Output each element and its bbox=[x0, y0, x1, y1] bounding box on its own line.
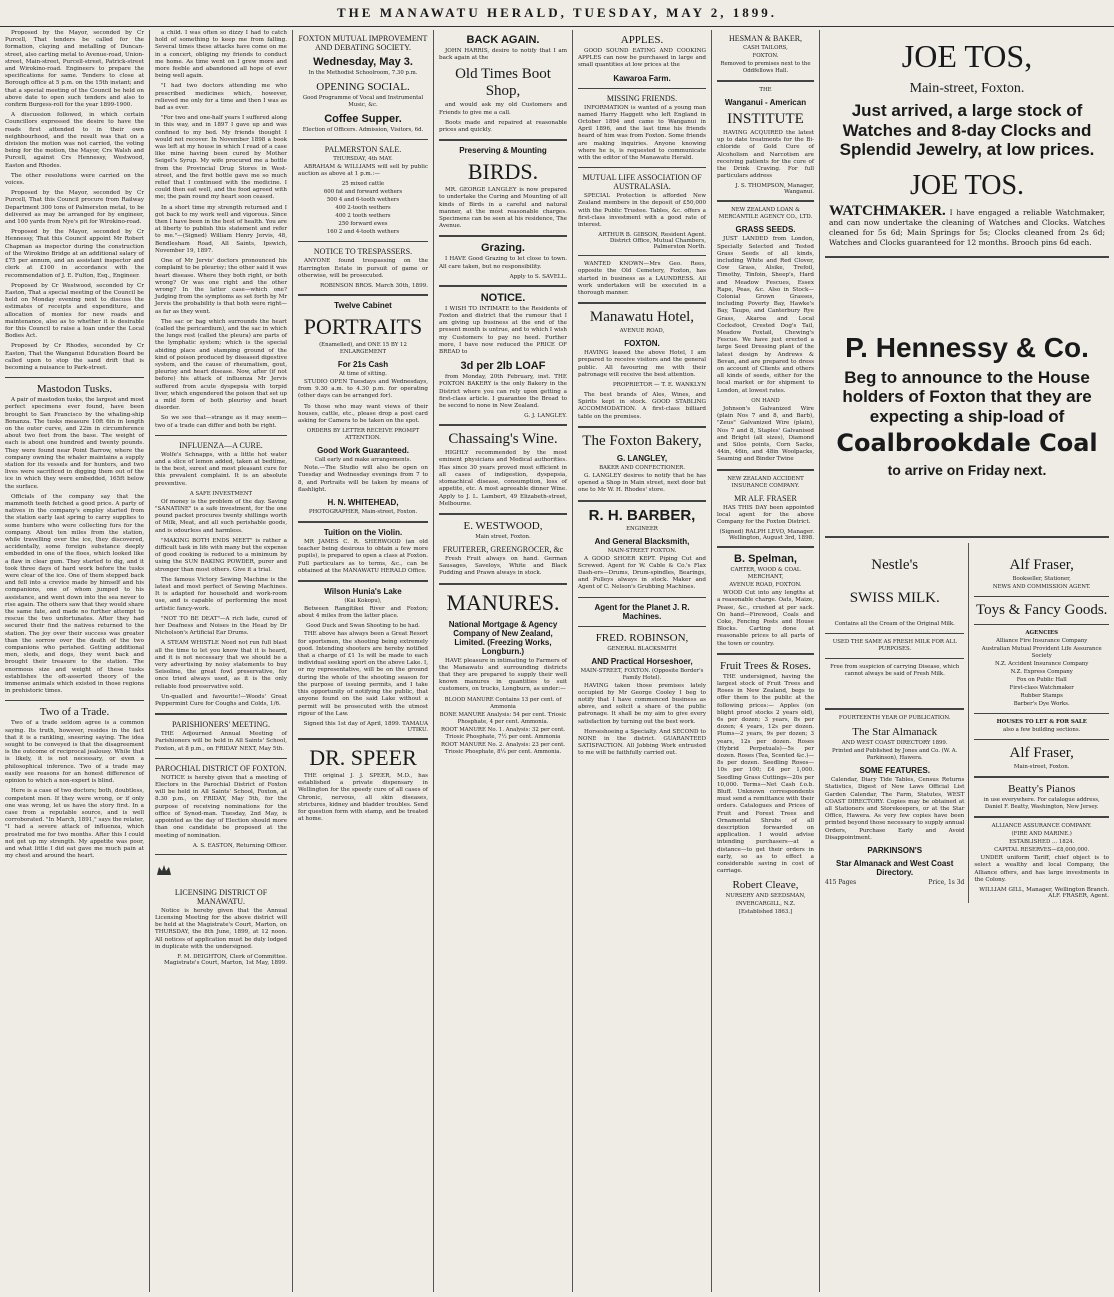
notice-heading: NOTICE. bbox=[480, 291, 526, 304]
tusks-paragraph: Officials of the company say that the mammoth teeth fetched a good price. A party of natives in the company's employ started from the station early last spring to carry supplies to some hunters who were collecting furs for the company. About ten miles from the station, while travelling over the ice, they discovered, accidentally, some foreign substance deeply embedded in one of the floes, which looked like a flaw in clear gum. They started to dig, and it took three days of hard work before the tusks were clear of the ice. One of them stepped back and fell into a crevice made by himself and his companions, one of whom jumped to his assistance, and went down into the sea never to rise again. The others saw that they would share the same fate, and made no further attempt to rescue the two unfortunates. After they had secured their find the natives returned to the station. The joy over their success was greater than the sorrow over the death of the two companions who perished. Getting additional men, sleds, and dogs, they went back and brought their treasure to the station. The enormous size and weight of these tusks establishes the oft-asserted theory of the immense animals which existed in those regions in prehistoric times. bbox=[5, 493, 144, 695]
joe-tos-address: Main-street, Foxton. bbox=[909, 81, 1025, 96]
cure-paragraph: The famous Victory Sewing Machine is the latest and most perfect of Sewing Machines. It is adapted for household and work-room use, and is capable of performing the most artistic fancy-work. bbox=[155, 576, 287, 612]
cure-paragraph: Wolfe's Schnapps, with a little hot water and a slice of lemon added, taken at bedtime, is the best, surest and most pleasant cure for this prevalent complaint. It is an absolute preventive. bbox=[155, 451, 287, 487]
fruit-trees-heading: Fruit Trees & Roses. bbox=[719, 659, 812, 672]
barber-address: MAIN-STREET FOXTON. bbox=[607, 547, 677, 554]
hotel-heading: Manawatu Hotel, bbox=[589, 309, 695, 326]
bakery-sub: BAKER AND CONFECTIONER. bbox=[599, 464, 685, 471]
lake-heading: Wilson Hunia's Lake bbox=[324, 587, 402, 597]
mutual-life-heading: MUTUAL LIFE ASSOCIATION OF AUSTRALASIA. bbox=[582, 173, 702, 192]
notice-text: I WISH TO INTIMATE to the Residents of Foxton and district that the rumour that I am giving up business at the end of the present month is untrue, and to which I wish my Customers to pay no heed. Further more, I have now reduced the PRICE OF BREAD to bbox=[439, 305, 567, 356]
agency-item: N.Z. Express Company bbox=[1010, 669, 1073, 676]
assurance-sub: (FIRE AND MARINE.) bbox=[1011, 831, 1072, 838]
grass-seeds-heading: GRASS SEEDS. bbox=[735, 225, 796, 235]
nestle-ad bbox=[825, 543, 969, 903]
agency-item: Fox on Public Hall bbox=[1016, 677, 1067, 684]
manure-item: BONE MANURE Analysis: 54 per cent. Triosic Phosphate, 4 per cent. Ammonia. bbox=[439, 711, 567, 725]
apples-heading: APPLES. bbox=[620, 34, 664, 46]
alf-fraser-sub: Bookseller, Stationer, bbox=[1012, 576, 1071, 583]
trespassers-heading: NOTICE TO TRESPASSERS. bbox=[313, 247, 413, 257]
speer-text: THE original J. J. SPEER, M.D., has established a private dispensary in Wellington for the speedy cure of all cases of Chronic, nervous, all skin diseases, strictures, kidney and bladder troubles. Send for question form with stamp, and be treated at home. bbox=[298, 772, 428, 823]
robinson-text: Horseshoeing a Specialty. And SECOND to NONE in the district. GUARANTEED SATISFACTION. All Jobbing Work entrusted to me will be faithfully carried out. bbox=[578, 728, 706, 757]
cleave-sub: NURSERY AND SEEDSMAN, bbox=[725, 893, 806, 900]
manure-item: BLOOD MANURE Contains 13 per cent. of Ammonia bbox=[444, 696, 562, 710]
coffee-supper-heading: Coffee Supper. bbox=[324, 113, 402, 125]
column-3 bbox=[293, 30, 434, 1292]
sale-item: 250 forward ewes bbox=[338, 221, 388, 228]
hennessy-heading: P. Hennessy & Co. bbox=[845, 331, 1089, 363]
barber-heading: R. H. BARBER, bbox=[588, 506, 696, 524]
parkinson-price: Price, 1s 3d bbox=[928, 878, 965, 886]
seigel-paragraph: One of Mr Jervis' doctors pronounced his complaint to be pleurisy; the other said it was heart disease. Where they both right, or both wrong? Or was one right and the other wrong? In the latter case—which one? Judging from the symptoms as set forth by Mr Jervis the probability is that both were right—as far as they went. bbox=[155, 258, 287, 315]
portraits-text: To those who may want views of their houses, cattle, etc., please drop a post card asking for Camera to be taken on the spot. bbox=[298, 403, 428, 425]
cure-paragraph: A STEAM WHISTLE Need not run full blast all the time to let you know that it is heard, and it is not necessary that we should be a very advertising by noisy statements to buy Seisoline, the great fowl preservative, for once tried always used, as it is the only reliable food preservative sold. bbox=[155, 640, 287, 690]
barber-sub2: And General Blacksmith, bbox=[594, 536, 690, 546]
nestle-text: Contains all the Cream of the Original Milk. bbox=[834, 621, 955, 628]
birds-title: BIRDS. bbox=[467, 159, 539, 185]
loan-agency-heading: NEW ZEALAND LOAN & MERCANTILE AGENCY CO., LTD. bbox=[718, 207, 813, 221]
agency-item: Australian Mutual Provident Life Assurance Society bbox=[981, 646, 1102, 660]
portraits-guarantee: Good Work Guaranteed. bbox=[317, 446, 409, 456]
institute-pre: THE bbox=[759, 87, 772, 93]
violin-text: MR JAMES C. R. SHERWOOD (an old teacher being desirous to obtain a few more pupils), is prepared to open a class at Foxton. Full particulars as to terms, &c., can be obtained at the MANAWATU HERALD Office. bbox=[298, 539, 428, 574]
missing-text: INFORMATION is wanted of a young man named Harry Haggett who left England in October 1894 and came to Wanganui in April 1896, and the last time his friends heard of him was from Foxton. Some friends are making inquiries. Anyone knowing where he is, is requested to communicate with the editor of the Manawatu Herald. bbox=[578, 104, 706, 162]
portraits-note: Note.—The Studio will also be open on Tuesday and Wednesday evenings from 7 to 8, and Portraits will be taken by means of flashlight. bbox=[298, 465, 428, 493]
institute-text: HAVING ACQUIRED the latest up to date treatments for the Bi-chloride of Gold Cure of Alcoholism and Narcotism are receiving patients for the cure of the Drink Craving. For full particulars address bbox=[717, 130, 814, 180]
manure-item: ROOT MANURE No. 2. Analysis: 23 per cent. Triosic Phosphate, 8¼ per cent. Ammonia. bbox=[441, 741, 565, 755]
column-6 bbox=[712, 30, 820, 1292]
grazing-text: I HAVE Good Grazing to let close to town. All care taken, but no responsibility. bbox=[439, 256, 567, 270]
seigel-paragraph: "For two and one-half years I suffered along in this way, and in 1897 I gave up and was confined to my bed. My friends thought I would not recover. In November 1898 a book was left at my house in which I read of a case like mine having been cured by Mother Seigel's Syrup. My wife procured me a bottle from the Provincial Drug Stores in West-street, and the first bottle gave me so much relief that I continued with the medicine. I could then eat well, and the food agreed with me; the pain round my heart soon ceased. bbox=[155, 115, 287, 201]
planet-heading: Agent for the Planet J. R. Machines. bbox=[594, 602, 690, 621]
spelman-address: AVENUE ROAD, FOXTON. bbox=[729, 582, 802, 589]
wine-text: HIGHLY recommended by the most eminent physicians and Medical authorities. Has since 30 years proved most efficient in all cases of indigestion, dyspepsia, stomachical disease, consumption, loss of appetite, etc. A most agreeable dinner Wine. Apply to J. L. Lambert, 49 Elizabeth-street, Melbourne. bbox=[439, 450, 567, 507]
column-7 bbox=[820, 30, 1114, 1292]
spelman-text: WOOD Cut into any lengths at a reasonable charge. Oats, Maize, Pease, &c., crushed at per sack. On hand—Firewood, Coals and Coke, Fencing Posts and House Blocks. Carting done at reasonable prices to all parts of the town or country. bbox=[717, 590, 814, 647]
alf-fraser-address: Main-street, Foxton. bbox=[1013, 764, 1070, 771]
bread-price: 3d per 2lb LOAF bbox=[460, 360, 546, 373]
council-paragraph: Proposed by the Mayor, seconded by Cr Purcell, That this Council procure from Railway Department 300 tons of Palmerston metal, to be delivered as may be arranged for by engineer, and 100 yards from Nye's pit for Wirokino-road. bbox=[5, 190, 144, 226]
fruit-text: THE undersigned, having the largest stock of Fruit Trees and Roses in New Zealand, begs to offer them to the public at the following prices:— Apples (on blight proof stocks 2 years old), 6s per dozen; 3 years, 8s per dozen; 4 years, 12s per dozen. Plums—2 years, 9s per dozen; 3 years, 12s per dozen. Roses (Hybrid Perpetuals)—5s per dozen. Roses (Tea, Scented &c.)—8s per dozen. Seedling Roses—10s per 100; £4 per 1,000. Seedling Grass Cuttings—20s per 10,000. Terms—Net Cash f.o.b. Bluff. Unknown correspondents must send a remittance with their orders. Catalogues and Prices of Fruit and Forest Trees and Ornamental Shrubs of all description forwarded on application. I would advise intending purchasers—at a distance—to get their orders in early, so as to effect a considerable saving in cost of carriage. bbox=[717, 673, 814, 875]
alf-fraser-sub-2: NEWS AND COMMISSION AGENT. bbox=[992, 584, 1091, 591]
assurance-text: UNDER uniform Tariff, chief object is to select a wealthy and local Company, the Alliance offers, and has large investments in the Colony. bbox=[974, 855, 1109, 883]
sale-date: THURSDAY, 4th MAY. bbox=[333, 156, 393, 162]
bakery-heading: The Foxton Bakery, bbox=[582, 432, 702, 449]
grass-items: Johnson's Galvanized Wire (plain Nos 7 and 8, and Barb), "Zeus" Galvanized Wire (plain), Nos 7 and 8, Staples' Galvanised and Bright (all sizes), Diamond and Silos points, Corn Sacks, 44in, 46in, and 48in Woolpacks, Seaming and Binder Twine bbox=[717, 405, 814, 463]
masthead bbox=[0, 0, 1114, 27]
cleave-address: INVERCARGILL, N.Z. bbox=[735, 901, 796, 908]
agency-item: Alliance Fire Insurance Company bbox=[996, 638, 1088, 645]
council-paragraph: Proposed by the Mayor, seconded by Cr Purcell, That tenders be called for the formation, claying and metalling of Duncan-street, also carting metal to Avenue-road, Union-street, Main-street, Purcell-street, Patrick-street and Wirokino-road. Engineers to prepare the specifications for same. Tenders to close at Borough office at 5 p.m. on the 15th instant; and that a special meeting of the Council be held on above date to open such tenders and also to confirm Burgess-roll for the year 1899-1900. bbox=[5, 30, 144, 109]
mutual-life-signature: ARTHUR B. GIBSON, Resident Agent. District Office, Mutual Chambers, Palmerston North. bbox=[598, 232, 706, 251]
joe-tos-heading-2: JOE TOS. bbox=[909, 169, 1025, 201]
parishioners-text: THE Adjourned Annual Meeting of Parishioners will be held in All Saints' School, Foxton, at 8 p.m., on FRIDAY NEXT, May 5th. bbox=[155, 731, 287, 752]
social-text: Good Programme of Vocal and Instrumental Music, &c. bbox=[302, 95, 424, 108]
sale-item: 400 2-tooth wethers bbox=[335, 205, 391, 212]
bottom-ads-row bbox=[825, 543, 1109, 903]
portraits-orders: ORDERS BY LETTER RECEIVE PROMPT ATTENTION. bbox=[306, 428, 420, 442]
westwood-trade: FRUITERER, GREENGROCER, &c bbox=[442, 544, 564, 554]
lake-text: Between Rangitikei River and Foxton; about 4 miles from the latter place. bbox=[298, 606, 428, 620]
council-paragraph: Proposed by the Mayor, seconded by Cr Hennessy, That this Council appoint Mr Robert Chapman as inspector during the construction of the Wirokino Bridge at an additional salary of £75 per annum, and an assistant inspector and clerk at £100 in accordance with the recommendation of J. E. Fulton, Esq., Engineer. bbox=[5, 229, 144, 279]
manures-heading: MANURES. bbox=[446, 589, 560, 615]
accident-agent: MR ALF. FRASER bbox=[734, 493, 797, 503]
sale-item: 600 fat and forward wethers bbox=[323, 189, 403, 196]
assurance-signature: WILLIAM GILL, Manager, Wellington Branch. ALF. FRASER, Agent. bbox=[979, 886, 1109, 899]
hesman-heading: HESMAN & BAKER, bbox=[728, 34, 803, 43]
sale-item: 25 mixed cattle bbox=[341, 181, 385, 188]
nestle-text-2: USED THE SAME AS FRESH MILK FOR ALL PURPOSES. bbox=[832, 639, 957, 653]
council-proceedings bbox=[5, 30, 144, 372]
assurance-capital: CAPITAL RESERVES—£8,000,000. bbox=[994, 847, 1090, 854]
accident-text: HAS THIS DAY been appointed local agent for the above Company for the Foxton District. bbox=[717, 504, 814, 525]
portraits-price-note: At time of sitting. bbox=[339, 371, 387, 378]
lake-text: THE above has always been a Great Resort for sportsmen, the shooting being extremely good. Intending shooters are hereby notified that a charge of £1 1s will be made to each individual seeking sport on the above Lake. I, or my representative, will be on the ground during the whole of the shooting season for the purpose of issuing permits, and I take this opportunity of notifying the public, that anyone found on the said Lake without a permit will be prosecuted with the utmost rigour of the Law. bbox=[298, 631, 428, 717]
spelman-heading: B. Spelman, bbox=[734, 553, 797, 566]
manure-item: ROOT MANURE No. 1. Analysis: 32 per cent. Triosic Phosphate, 7½ per cent. Ammonia bbox=[441, 726, 565, 740]
licensing-heading: LICENSING DISTRICT OF MANAWATU. bbox=[174, 887, 268, 906]
back-text: and would ask my old Customers and Friends to give me a call. bbox=[439, 102, 567, 116]
institute-signature: J. S. THOMPSON, Manager, Wanganui. bbox=[735, 183, 814, 196]
sale-text: ABRAHAM & WILLIAMS will sell by public auction as above at 1 p.m.:— bbox=[298, 164, 428, 178]
features-text: Calendar, Diary Tide Tables, Census Returns Statistics, Digest of New Laws Official List Garden Calendar, The Farm, Statutes, WEST COAST DIRECTORY. Copies may be obtained at all Stationers and Storekeepers, or at the Star Office, Hawera. As very few copies have been printed beyond those necessary to supply annual Orders, Purchase Early and Avoid Disappointment. bbox=[825, 777, 965, 841]
back-again-heading: BACK AGAIN. bbox=[466, 34, 540, 46]
parkinson-pages: 415 Pages bbox=[825, 878, 857, 886]
tusks-paragraph: A pair of mastodon tusks, the largest and most perfect specimens ever found, have been brought to San Francisco by the whaling-ship Bonanza. The tusks measure 10ft 6in in length on the outer curve, and 22in in circumference about two feet from the base. The weight of each is about one hundred and twenty pounds. They were found near Point Barrow, where the company owning the whaler maintains a supply station for its vessels and for hunters, and two lives were sacrificed in digging them out of the ice in which they were embedded, 165ft below the surface. bbox=[5, 397, 144, 490]
agency-item: Rubber Stamps bbox=[1020, 693, 1063, 700]
star-pre: FOURTEENTH YEAR OF PUBLICATION. bbox=[838, 715, 951, 722]
mutual-venue: In the Methodist Schoolroom, 7.30 p.m. bbox=[308, 70, 418, 76]
star-heading: The Star Almanack bbox=[852, 726, 938, 739]
seigel-paragraph: a child. I was often so dizzy I had to catch hold of something to keep me from falling. Several times these attacks have come on me in a concert, obliging my friends to conduct me home. As time went on I grew more and more feeble and abandoned all hope of ever being well again. bbox=[155, 30, 287, 80]
manures-sub: National Mortgage & Agency Company of New Zealand, Limited. (Freezing Works, Longburn.) bbox=[448, 619, 558, 656]
photographer-name: H. N. WHITEHEAD, bbox=[327, 498, 399, 508]
seigel-paragraph: The sac or bag which surrounds the heart (called the pericardium), and the sac in which the lungs rest (called the pleura) are parts of the lymphatic system; which is the special abiding place and stamping ground of the kind of poison produced by diseased digestive system, and the cause of rheumatism, gout, pleurisy and heart disease. Now, after (if not before) his attack of influenza Mr Jervis suffered from acute dyspepsia with torpid liver, which engendered the poison that set up a mild form of both pleurisy and heart disorder. bbox=[155, 318, 287, 412]
agency-item: Barber's Dye Works. bbox=[1013, 701, 1070, 708]
sale-item: 160 2 and 4-tooth wethers bbox=[326, 229, 400, 236]
trespassers-text: ANYONE found trespassing on the Harrington Estate in pursuit of game or otherwise, will be prosecuted. bbox=[298, 258, 428, 279]
missing-heading: MISSING FRIENDS. bbox=[606, 93, 678, 103]
parishioners-heading: PARISHIONERS' MEETING. bbox=[171, 720, 271, 730]
coffee-text: Election of Officers. Admission, Visitors, 6d. bbox=[302, 127, 424, 133]
watchmaker-text: I have engaged a reliable Watchmaker, and can now undertake the cleaning of Watches and Clocks. Watches cleaned for 5s 6d; Main Springs for 5s; Clocks cleaned from 2s 6d; Watches and Clocks guaranteed for 12 months. Brooch pins 6d each. bbox=[829, 207, 1105, 247]
westwood-heading: E. WESTWOOD, bbox=[463, 519, 543, 532]
sale-item: 500 4 and 6-tooth wethers bbox=[326, 197, 400, 204]
hotel-road: AVENUE ROAD, bbox=[619, 328, 665, 335]
spelman-sub: CARTER, WOOD & COAL MERCHANT, bbox=[730, 567, 801, 581]
bakery-name: G. LANGLEY, bbox=[616, 453, 668, 463]
coal-heading: Coalbrookdale Coal bbox=[836, 429, 1098, 458]
robinson-heading: FRED. ROBINSON, bbox=[595, 631, 689, 644]
institute-heading: INSTITUTE bbox=[727, 111, 804, 127]
alf-fraser-heading: Alf Fraser, bbox=[1009, 557, 1074, 574]
licensing-signature: F. M. DEIGHTON, Clerk of Committee. Magistrate's Court, Marton, 1st May, 1899. bbox=[163, 953, 287, 966]
hotel-text: HAVING leased the above Hotel, I am prepared to receive visitors and the general public. All favouring me with their patronage will receive the best attention. bbox=[578, 350, 706, 378]
joe-tos-heading: JOE TOS, bbox=[901, 38, 1033, 74]
hesman-sub: CASH TAILORS, bbox=[743, 45, 788, 51]
cure-paragraph: "NOT TO BE DEAT"—A rich lade, cured of her Deafness and Noises in the Head by Dr Nicholson's Artificial Ear Drums. bbox=[155, 615, 287, 637]
licensing-text: Notice is hereby given that the Annual Licensing Meeting for the above district will be held at the Magistrate's Court, Marton, on THURSDAY, the 8th June, 1899, at 12 noon. All notices of application must be duly lodged in duplicate with the undersigned. bbox=[155, 907, 287, 950]
palmerston-sale-heading: PALMERSTON SALE. bbox=[324, 145, 402, 154]
parkinson-text: Star Almanack and West Coast Directory. bbox=[836, 858, 954, 877]
wine-heading: Chassaing's Wine. bbox=[448, 431, 558, 448]
portraits-call: Call early and make arrangements. bbox=[314, 457, 412, 464]
star-sub: AND WEST COAST DIRECTORY 1899. bbox=[841, 740, 948, 747]
council-paragraph: Proposed by Cr Rhodes, seconded by Cr Easton, That the Wanganui Education Board be called upon to stop the sand drift that is becoming a nuisance to Park-street. bbox=[5, 343, 144, 371]
column-4 bbox=[434, 30, 573, 1292]
hotel-text: The best brands of Ales, Wines, and Spirits kept in stock. GOOD STABLING ACCOMMODATION. A first-class billiard table on the premises. bbox=[578, 392, 706, 420]
portraits-heading: PORTRAITS bbox=[303, 314, 423, 340]
birds-heading: Preserving & Mounting bbox=[459, 146, 547, 156]
opening-social-heading: OPENING SOCIAL. bbox=[316, 81, 410, 93]
column-2 bbox=[150, 30, 293, 1292]
parochial-text: NOTICE is hereby given that a meeting of Electors in the Parochial District of Foxton will be held in All Saints' School, Foxton, at 8.30 p.m., on FRIDAY, May 5th, for the purpose of receiving nominations for the office of Synod-man. Tuesday, 2nd May, is appointed as the day of Election should more than one candidate be proposed at the meeting of nomination. bbox=[155, 774, 287, 839]
council-paragraph: The other resolutions were carried on the voices. bbox=[5, 172, 144, 187]
trade-paragraph: Here is a case of two doctors; both, doubtless, competent men. If they were wrong, or if only one was wrong, let us have the story first. In a case from a reputable source, and is well corroborated. "In March, 1891," says the relater, "I had a severe attack of influenza, which prostrated me for two months. After this I could not get up my strength. My appetite was poor, and what little I did eat gave me much pain at my chest and around the heart. bbox=[5, 788, 144, 860]
nestle-text-3: Free from suspicion of carrying Disease, which cannot always be said of Fresh Milk. bbox=[830, 664, 960, 678]
trespassers-signature: ROBINSON BROS. March 30th, 1899. bbox=[320, 283, 428, 290]
agency-item: First-class Watchmaker bbox=[1009, 685, 1074, 692]
council-paragraph: A discussion followed, in which certain Councillors expressed the desire to have the roads first attended to in their own neighbourhood, and the result was that on a division the motion was not carried, the voting being for the motion, the Mayor, Crs Walsh and Purcell, against Crs Hennessy, Westwood, Easton and Rhodes. bbox=[5, 112, 144, 169]
parkinson-heading: PARKINSON'S bbox=[867, 845, 923, 855]
influenza-heading: INFLUENZA—A CURE. bbox=[179, 440, 263, 450]
lake-sub: (Kai Kokopu), bbox=[344, 598, 382, 605]
apples-text: GOOD SOUND EATING AND COOKING APPLES can now be purchased in large and small quantities at low prices at the bbox=[578, 48, 706, 69]
alf-fraser-heading-2: Alf Fraser, bbox=[1009, 745, 1074, 762]
assurance-heading: ALLIANCE ASSURANCE COMPANY. bbox=[991, 823, 1092, 830]
speer-heading: DR. SPEER bbox=[309, 744, 417, 770]
trade-heading: Two of a Trade. bbox=[39, 706, 110, 719]
accident-heading: NEW ZEALAND ACCIDENT INSURANCE COMPANY. bbox=[727, 475, 804, 489]
parochial-heading: PAROCHIAL DISTRICT OF FOXTON. bbox=[155, 763, 287, 773]
beatty-text: in use everywhere. For catalogue address, Daniel F. Beatty, Washington, New Jersey. bbox=[983, 797, 1100, 811]
cure-paragraph: Un-qualled and favourite!—Woods' Great Peppermint Cure for Coughs and Colds, 1/6. bbox=[155, 693, 287, 708]
features-heading: SOME FEATURES. bbox=[859, 766, 930, 776]
photographer-sig: PHOTOGRAPHER, Main-street, Foxton. bbox=[308, 509, 418, 516]
birds-text: MR. GEORGE LANGLEY is now prepared to undertake the Curing and Mounting of all kinds of Birds in a careful and natural manner, at the most reasonable charges. Specimens can be seen at his residence, The Avenue. bbox=[439, 187, 567, 230]
column-5 bbox=[573, 30, 712, 1292]
beatty-heading: Beatty's Pianos bbox=[1008, 783, 1076, 796]
seigel-paragraph: So we see that—strange as it may seem—two of a trade can differ and both be right. bbox=[155, 415, 287, 429]
mutual-date: Wednesday, May 3. bbox=[313, 56, 413, 68]
barber-sub: ENGINEER bbox=[626, 525, 658, 532]
star-text: Printed and Published by Jones and Co. (W. A. Parkinson), Hawera. bbox=[832, 748, 958, 762]
cleave-established: [Established 1863.] bbox=[738, 909, 793, 916]
robinson-sub2: AND Practical Horseshoer, bbox=[591, 656, 693, 666]
lake-text: Good Duck and Swan Shooting to be had. bbox=[306, 623, 420, 630]
cure-paragraph: Of money is the problem of the day. Saving "SANATINE" is a safe investment, for the one pound packet procures twenty shillings worth of Milk, Meat, and all such perishable goods, and is odourless and harmless. bbox=[155, 498, 287, 534]
westwood-sub: Main street, Foxton. bbox=[475, 533, 531, 540]
column-1 bbox=[0, 30, 150, 1292]
investment-heading: A SAFE INVESTMENT bbox=[189, 490, 253, 497]
grass-on-hand: ON HAND bbox=[751, 397, 780, 404]
kawaroa-farm: Kawaroa Farm. bbox=[613, 73, 671, 83]
trade-paragraph: Two of a trade seldom agree is a common saying. Its truth, however, resides in the fact that it is a rankling, sneering saying. The idea sought to be conveyed is that the disagreement is the outcome of reciprocal jealousy. While that is likely, it is not necessary, or even a philosophical inference. Two of a trade may easily see reasons for an honest difference of opinion to which a non-expert is blind. bbox=[5, 720, 144, 785]
watchmaker-block bbox=[829, 202, 1105, 248]
cleave-heading: Robert Cleave, bbox=[732, 879, 799, 892]
joe-tos-text: Just arrived, a large stock of Watches and 8-day Clocks and Splendid Jewelry, at low prices. bbox=[839, 101, 1095, 160]
robinson-sub: GENERAL BLACKSMITH bbox=[607, 645, 677, 652]
portraits-text: STUDIO OPEN Tuesdays and Wednesdays, from 9.30 a.m. to 4.30 p.m. for operating (other days can be arranged for). bbox=[298, 379, 428, 400]
houses-text: also a few building sections. bbox=[1003, 727, 1081, 734]
lake-signature: Signed this 1st day of April, 1899. TAMAUA UTIKU. bbox=[303, 720, 428, 733]
grass-text: JUST LANDED from London, Specially Selected and Tested Grass Seeds of all kinds, including White and Red Clover, Cow Grass, Alsike, Trefoil, Timothy, Tinfoin, Sheep's, Hard and Meadow Fescues, Essex Rape, Peas, &c. Also in Stock—Colonial Grown Grasses, including Poverty Bay, Hawke's Bay, Taupo, and Canterbury Rye Grass, Akaroa and Local Cocksfoot, Crested Dog's Tail, Meadow Foxtail, Chewing's Fescue. We have just erected a large Seed Dressing plant of the latest design by Andrews & Bevan, and are prepared to dress on account of Clients and others all kinds of seeds, either for the local market or for shipment to London, at lowest rates. bbox=[717, 236, 814, 394]
violin-heading: Tuition on the Violin. bbox=[323, 528, 403, 538]
westwood-text: Fresh Fruit always on hand. German Sausages, Saveloys, White and Black Pudding and Prawn always in stock. bbox=[439, 555, 567, 577]
manures-text: HAVE pleasure in intimating to Farmers of the Manawatu and surrounding districts that they are prepared to supply their well known manures in quantities to suit customers, on trucks, Longburn, as under:— bbox=[439, 657, 567, 693]
parkinson-footer bbox=[825, 879, 964, 886]
portraits-price: For 21s Cash bbox=[337, 360, 389, 370]
grazing-heading: Grazing. bbox=[480, 242, 525, 255]
royal-crest-icon bbox=[155, 863, 173, 877]
fraser-ads bbox=[969, 543, 1109, 903]
hotel-town: FOXTON. bbox=[624, 339, 660, 349]
grazing-signature: Apply to S. SAVELL. bbox=[509, 273, 567, 280]
bread-signature: G. J. LANGLEY. bbox=[524, 413, 567, 420]
bread-text: from Monday, 20th February, inst. THE FOXTON BAKERY is the only Bakery in the District where you can rely upon getting a first-class article. I guarantee the Bread to be second to none in New Zealand. bbox=[439, 374, 567, 410]
houses-heading: HOUSES TO LET & FOR SALE bbox=[996, 719, 1087, 726]
hesman-town: FOXTON. bbox=[752, 53, 779, 59]
watchmaker-heading: WATCHMAKER. bbox=[829, 202, 946, 219]
bakery-text: G. LANGLEY desires to notify that he has opened a Shop in Main street, next door but one to Mr W. H. Rhodes' store. bbox=[578, 472, 706, 494]
seigel-paragraph: In a short time my strength returned and I got back to my work well and vigorous. Since then I have been in the best of health. You are at liberty to publish this statement and refer to me."—(Signed) William Henry Jervis, 48, Bendlesham Road, All Saints, Ipswich, November 19, 1897. bbox=[155, 204, 287, 254]
sale-item: 400 2 tooth wethers bbox=[335, 213, 391, 220]
mutual-improvement-heading: FOXTON MUTUAL IMPROVEMENT AND DEBATING SOCIETY. bbox=[298, 34, 428, 52]
agency-item: N.Z. Accident Insurance Company bbox=[994, 661, 1089, 668]
seigel-paragraph: "I had two doctors attending me who prescribed medicines which, however, relieved me only for a time and then I was as bad as ever. bbox=[155, 83, 287, 112]
mutual-life-text: SPECIAL Protection is afforded New Zealand members in the deposit of £50,000 with the Public Trustee. Tables, &c. offers a first-class investment with a good rate of interest. bbox=[578, 193, 706, 229]
portraits-pre: Twelve Cabinet bbox=[334, 301, 392, 311]
back-text: Boots made and repaired at reasonable prices and quickly. bbox=[439, 119, 567, 134]
coal-text: to arrive on Friday next. bbox=[887, 462, 1047, 479]
agencies-heading: AGENCIES bbox=[1025, 630, 1059, 637]
barber-text: A GOOD SHOER KEPT. Piping Cut and Screwed. Agent for W. Cable & Co.'s Flax Dash-ers—Drums, Drum-spindles, Bearings, and Pulleys always in stock. Maker and Agent of C. Nelson's Grubbing Machines. bbox=[578, 555, 706, 591]
hesman-text: Removed to premises next to the Oddfellows Hall. bbox=[720, 61, 811, 74]
back-text: JOHN HARRIS, desire to notify that I am back again at the bbox=[439, 48, 567, 62]
boot-shop-title: Old Times Boot Shop, bbox=[455, 66, 551, 100]
robinson-address: MAIN-STREET, FOXTON. (Opposite Border's Family Hotel). bbox=[580, 667, 704, 681]
council-paragraph: Proposed by Cr Westwood, seconded by Cr Easton, That a special meeting of the Council be held on Monday evening next to discuss the estimates of receipts and expenditure, and allocation of monies for new roads and maintenance, also as to whether it is desirable for this Council to raise a loan under the Local Bodies Act. bbox=[5, 282, 144, 340]
hotel-proprietor: PROPRIETOR — T. E. WANKLYN bbox=[612, 382, 706, 389]
robinson-text: HAVING taken those premises lately occupied by Mr George Cooley I beg to notify that I have commenced business as above, and solicit a share of the public patronage. It shall be my aim to give every satisfaction by turning out the best work. bbox=[578, 682, 706, 725]
toys-heading: Toys & Fancy Goods. bbox=[975, 602, 1108, 619]
institute-sub: Wanganui - American bbox=[724, 98, 807, 107]
portraits-sub: (Enamelled), and ONE 15 BY 12 ENLARGEMENT bbox=[319, 342, 407, 356]
nestle-heading: Nestle's bbox=[871, 557, 919, 574]
accident-signature: (Signed) RALPH LEVO, Manager. Wellington, August 3rd, 1898. bbox=[719, 529, 814, 542]
assurance-established: ESTABLISHED ... 1824. bbox=[1009, 839, 1075, 846]
parochial-signature: A. S. EASTON, Returning Officer. bbox=[192, 842, 287, 849]
cure-paragraph: "MAKING BOTH ENDS MEET" is rather a difficult task in life with many but the expense of good cooking is reduced to a minimum by using the SUN BAKING POWDER, purer and stronger than most others. Give it a trial. bbox=[155, 537, 287, 573]
swiss-milk-heading: SWISS MILK. bbox=[849, 590, 940, 607]
wanted-known-text: WANTED KNOWN—Mrs Geo. Rees, opposite the Old Cemetery, Foxton, has started in business as a LAUNDRESS. All work undertaken will be executed in a thorough manner. bbox=[578, 261, 706, 297]
tusks-heading: Mastodon Tusks. bbox=[36, 383, 113, 396]
hennessy-text: Beg to announce to the House holders of Foxton that they are expecting a ship-load of bbox=[842, 367, 1092, 426]
masthead-title: THE MANAWATU HERALD, TUESDAY, MAY 2, 1899. bbox=[337, 5, 777, 20]
